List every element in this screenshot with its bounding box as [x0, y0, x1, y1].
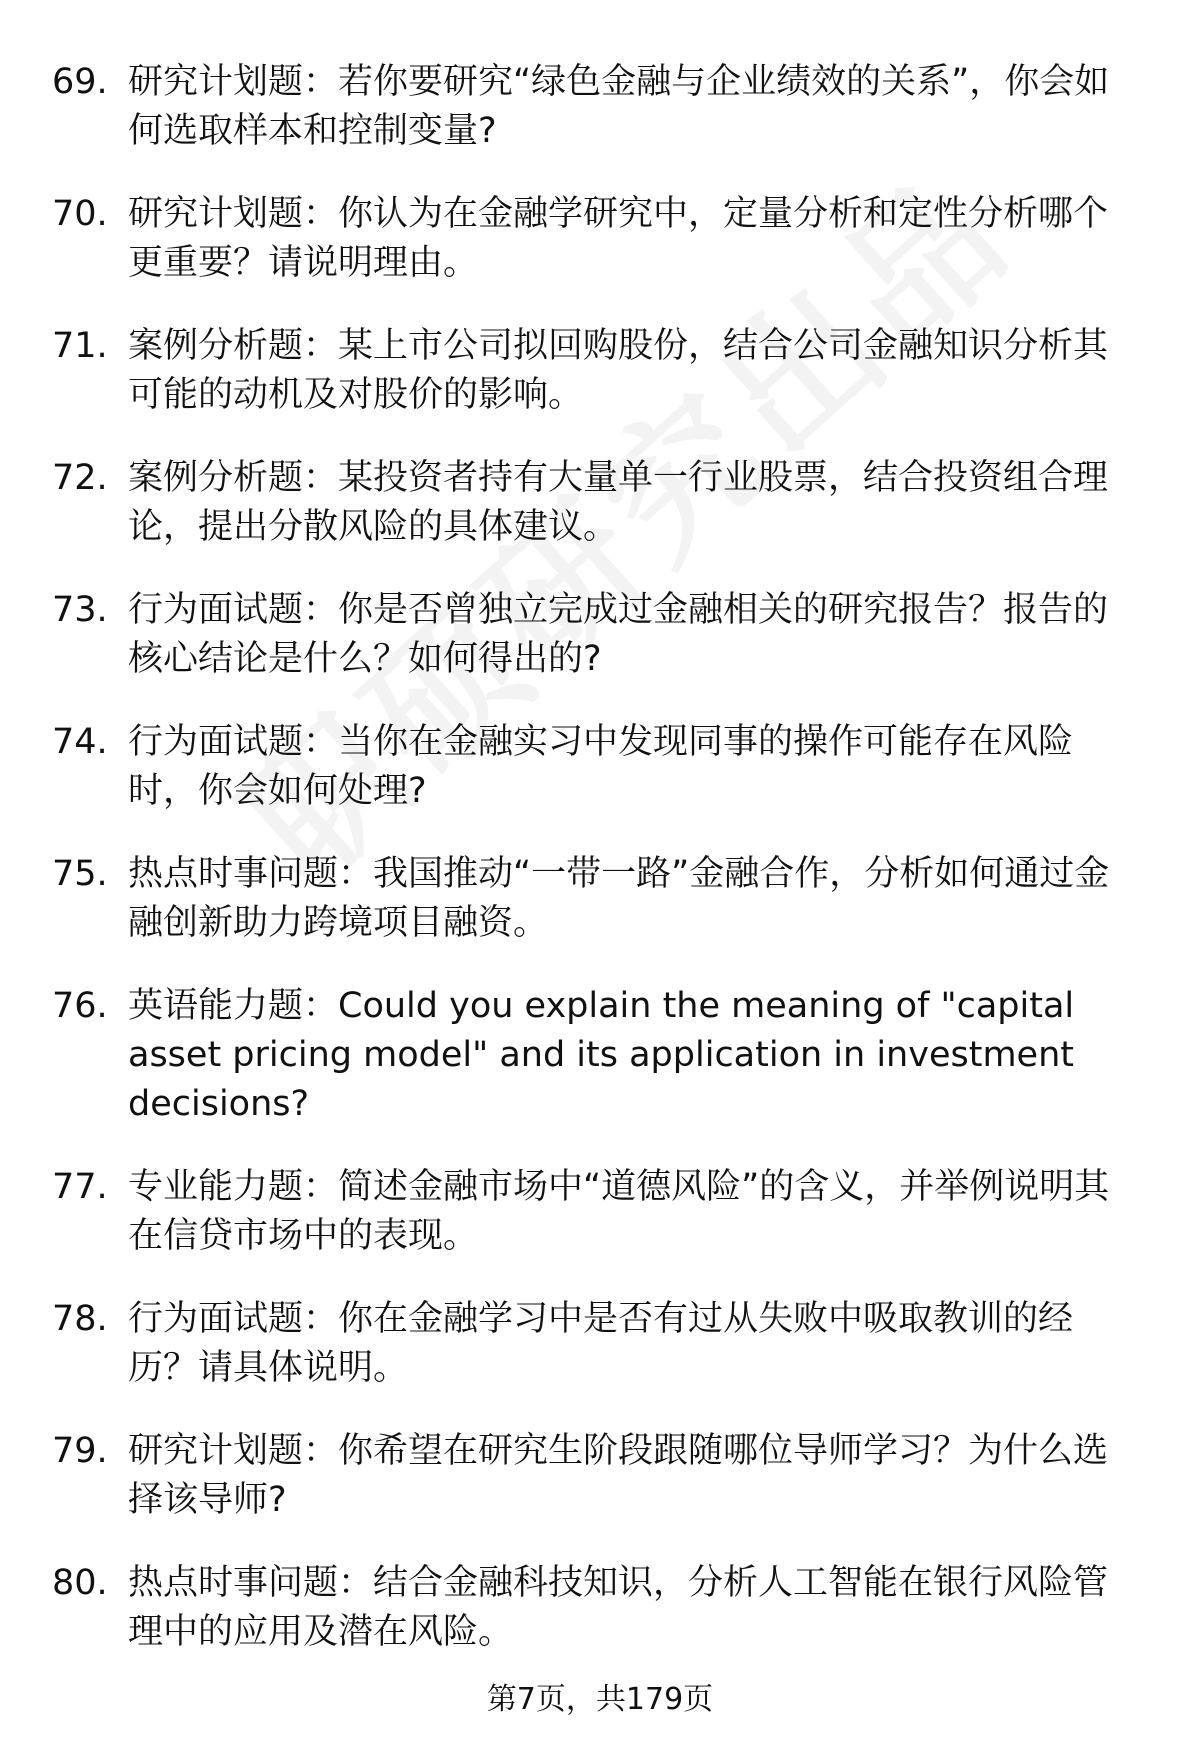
question-list — [52, 58, 1142, 1691]
question-item — [52, 454, 1142, 552]
question-text: 案例分析题：某上市公司拟回购股份，结合公司金融知识分析其可能的动机及对股价的影响。 — [128, 326, 1109, 415]
page-number: 第7页，共179页 — [486, 1682, 714, 1717]
question-text: 行为面试题：当你在金融实习中发现同事的操作可能存在风险时，你会如何处理? — [128, 722, 1074, 811]
question-item — [52, 586, 1142, 684]
question-item — [52, 58, 1142, 156]
question-number: 77. — [52, 1167, 108, 1207]
question-item — [52, 1427, 1142, 1525]
question-text: 热点时事问题：结合金融科技知识，分析人工智能在银行风险管理中的应用及潜在风险。 — [128, 1563, 1109, 1652]
question-text: 研究计划题：若你要研究“绿色金融与企业绩效的关系”，你会如何选取样本和控制变量? — [128, 62, 1110, 151]
question-text: 案例分析题：某投资者持有大量单一行业股票，结合投资组合理论，提出分散风险的具体建议。 — [128, 458, 1109, 547]
question-number: 78. — [52, 1299, 108, 1339]
question-number: 73. — [52, 590, 108, 630]
question-item — [52, 850, 1142, 948]
question-item — [52, 982, 1142, 1129]
question-text: 专业能力题：简述金融市场中“道德风险”的含义，并举例说明其在信贷市场中的表现。 — [128, 1167, 1110, 1256]
question-number: 72. — [52, 458, 108, 498]
question-item — [52, 1295, 1142, 1393]
question-item — [52, 718, 1142, 816]
question-item — [52, 322, 1142, 420]
question-item — [52, 1163, 1142, 1261]
question-number: 70. — [52, 194, 108, 234]
question-number: 71. — [52, 326, 108, 366]
question-text: 热点时事问题：我国推动“一带一路”金融合作，分析如何通过金融创新助力跨境项目融资。 — [128, 854, 1110, 943]
question-number: 79. — [52, 1431, 108, 1471]
question-text: 研究计划题：你认为在金融学研究中，定量分析和定性分析哪个更重要？请说明理由。 — [128, 194, 1109, 283]
question-number: 74. — [52, 722, 108, 762]
question-text: 研究计划题：你希望在研究生阶段跟随哪位导师学习？为什么选择该导师? — [128, 1431, 1109, 1520]
question-text: 英语能力题：Could you explain the meaning of "capital asset pricing model" and its application in investment decisions? — [128, 986, 1075, 1124]
question-number: 80. — [52, 1563, 108, 1603]
question-text: 行为面试题：你在金融学习中是否有过从失败中吸取教训的经历？请具体说明。 — [128, 1299, 1074, 1388]
question-item — [52, 1559, 1142, 1657]
question-number: 75. — [52, 854, 108, 894]
question-number: 69. — [52, 62, 108, 102]
question-item — [52, 190, 1142, 288]
question-number: 76. — [52, 986, 108, 1026]
question-text: 行为面试题：你是否曾独立完成过金融相关的研究报告？报告的核心结论是什么？如何得出的? — [128, 590, 1109, 679]
